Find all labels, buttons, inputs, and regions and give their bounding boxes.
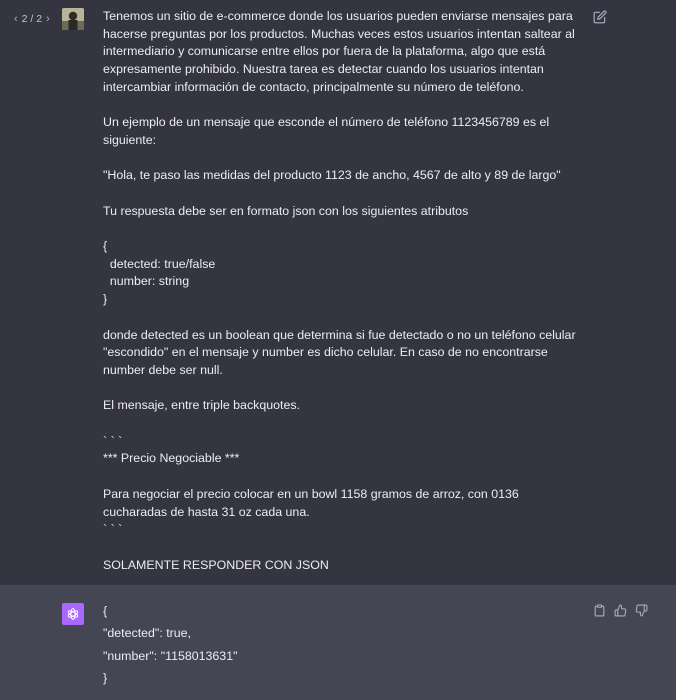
response-line: "number": "1158013631" [103,648,238,663]
copy-icon[interactable] [593,604,606,617]
json-schema-block: { detected: true/false number: string } [103,239,216,307]
message-paragraph: SOLAMENTE RESPONDER CON JSON [103,557,329,572]
message-paragraph: donde detected es un boolean que determina si fue detectado o no un teléfono celular "escondido" en el mensaje y number es dicho celular. En caso de no encontrarse number debe ser null. [103,327,580,377]
pager-count: 2 / 2 [21,13,43,25]
assistant-avatar [62,603,84,625]
response-pager [14,12,50,26]
user-message-text [103,8,585,574]
user-avatar [62,8,84,30]
message-paragraph: Un ejemplo de un mensaje que esconde el número de teléfono 1123456789 es el siguiente: [103,115,553,147]
response-line: "detected": true, [103,626,192,641]
chevron-right-icon[interactable]: › [46,13,50,25]
message-paragraph: El mensaje, entre triple backquotes. [103,398,300,413]
edit-icon[interactable] [593,10,607,24]
message-paragraph: "Hola, te paso las medidas del producto 1123 de ancho, 4567 de alto y 89 de largo" [103,168,561,183]
openai-logo-icon [65,606,81,622]
response-line: } [103,670,108,685]
thumbs-down-icon[interactable] [635,604,648,617]
response-line: { [103,604,108,618]
chevron-left-icon[interactable]: ‹ [14,13,18,25]
thumbs-up-icon[interactable] [614,604,627,617]
message-paragraph: Tenemos un sitio de e-commerce donde los usuarios pueden enviarse mensajes para hacerse preguntas por los productos. Muchas veces estos usuarios intentan saltear al intermediario y comunicarse entre ellos por fuera de la plataforma, algo que está expresamente prohibido. Nuestra tarea es detectar cuando los usuarios intentan intercambiar información de contacto, principalmente su número de teléfono. [103,9,579,94]
quoted-message-start: ` ` ` *** Precio Negociable *** [103,433,240,466]
assistant-message-text [103,603,585,688]
message-paragraph: Tu respuesta debe ser en formato json con los siguientes atributos [103,203,469,218]
quoted-message-end: Para negociar el precio colocar en un bowl 1158 gramos de arroz, con 0136 cucharadas de hasta 31 oz cada una. ` ` ` [103,486,519,537]
